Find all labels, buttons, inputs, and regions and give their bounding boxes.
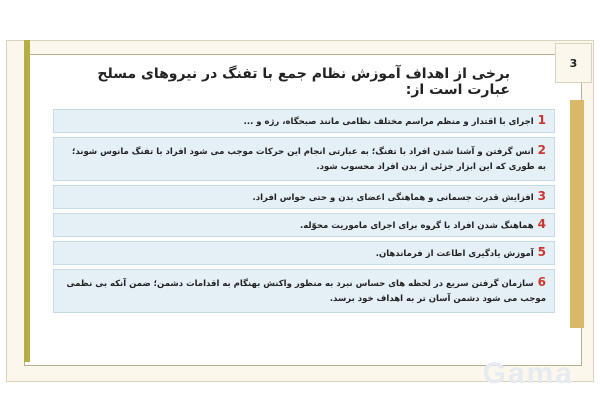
item-number: 5: [537, 244, 546, 259]
item-text: سازمان گرفتن سریع در لحظه های حساس نبرد به منظور واکنش بهنگام به اقدامات دشمن؛ ضمن آنکه بی نظمی موجب می شود دشمن آسان تر به اهداف خود برسد.: [66, 279, 546, 304]
item-number: 3: [537, 188, 546, 203]
slide-number: 3: [555, 43, 592, 83]
item-number: 1: [537, 112, 546, 127]
list-item: [53, 269, 555, 313]
item-text: آموزش یادگیری اطاعت از فرماندهان.: [375, 248, 534, 259]
slide-title: برخی از اهداف آموزش نظام جمع با تفنگ در نیروهای مسلح عبارت است از:: [97, 66, 510, 98]
item-number: 4: [537, 216, 546, 231]
item-text: انس گرفتن و آشنا شدن افراد با تفنگ؛ به عبارتی انجام این حرکات موجب می شود افراد با تفنگ مانوس شوند؛ به طوری که این ابزار جزئی از بدن افراد محسوب شود.: [71, 147, 546, 172]
list-item: [53, 109, 555, 133]
olive-accent-bar: [24, 40, 30, 362]
item-text: هماهنگ شدن افراد با گروه برای اجرای ماموریت محوّله.: [299, 220, 534, 231]
item-text: اجرای با اقتدار و منظم مراسم مختلف نظامی مانند صبحگاه، رژه و ...: [243, 116, 534, 127]
list-item: [53, 185, 555, 209]
goals-list: [53, 109, 555, 313]
list-item: [53, 137, 555, 181]
list-item: [53, 213, 555, 237]
watermark-logo: Gama: [482, 357, 574, 390]
list-item: [53, 241, 555, 265]
gold-accent-bar: [570, 100, 584, 328]
item-text: افزایش قدرت جسمانی و هماهنگی اعضای بدن و حتی حواس افراد.: [252, 192, 534, 203]
item-number: 2: [537, 143, 546, 157]
item-number: 6: [537, 275, 546, 289]
